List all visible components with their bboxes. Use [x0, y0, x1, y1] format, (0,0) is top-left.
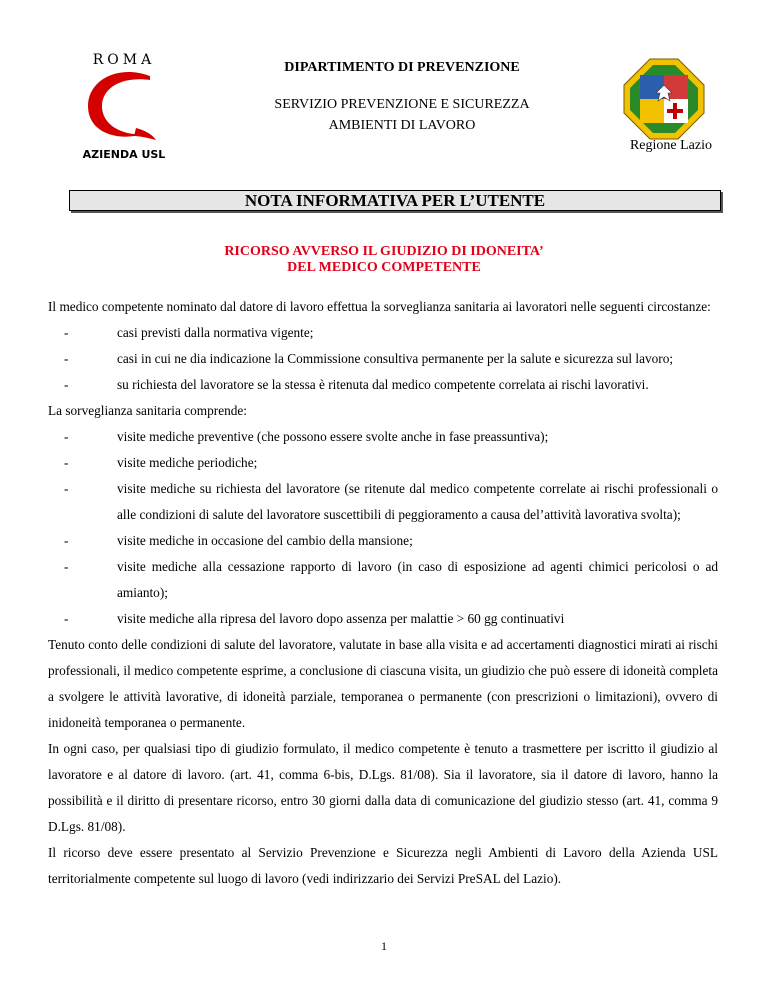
- service-name: [232, 94, 572, 136]
- logo-top-text: ROMA: [92, 52, 156, 68]
- list-item: [48, 372, 718, 398]
- logo-c-tail: [134, 128, 156, 140]
- list-dash: -: [64, 377, 69, 392]
- surveillance-intro: La sorveglianza sanitaria comprende:: [48, 403, 247, 418]
- department-name: DIPARTIMENTO DI PREVENZIONE: [284, 60, 520, 75]
- section-heading: [120, 244, 648, 276]
- list-item: [48, 346, 718, 372]
- list-item-text: visite mediche su richiesta del lavoratore (se ritenute dal medico competente correlate ai rischi professionali o alle condizioni di salute del lavoratore suscettibili di peggioramento a causa del’attività lavorativa svolta);: [117, 481, 718, 522]
- paragraph-appeal-submission: Il ricorso deve essere presentato al Servizio Prevenzione e Sicurezza negli Ambienti di Lavoro della Azienda USL territorialmente competente sul luogo di lavoro (vedi indirizzario dei Servizi PreSAL del Lazio).: [48, 845, 718, 886]
- logo-c-swoosh-inner: [114, 86, 140, 124]
- visits-list: [48, 424, 718, 632]
- list-item: [48, 476, 718, 528]
- list-dash: -: [64, 455, 69, 470]
- list-item: [48, 320, 718, 346]
- heading-line-1: RICORSO AVVERSO IL GIUDIZIO DI IDONEITA’: [224, 244, 544, 259]
- heading-line-2: DEL MEDICO COMPETENTE: [287, 260, 481, 275]
- list-item-text: visite mediche periodiche;: [117, 455, 258, 470]
- body-content: [48, 294, 718, 892]
- intro-paragraph: Il medico competente nominato dal datore di lavoro effettua la sorveglianza sanitaria ai lavoratori nelle seguenti circostanze:: [48, 299, 711, 314]
- crest-quadrant-bl: [640, 99, 664, 123]
- list-dash: -: [64, 611, 69, 626]
- list-item-text: casi in cui ne dia indicazione la Commissione consultiva permanente per la salute e sicurezza sul lavoro;: [117, 351, 674, 366]
- list-item-text: visite mediche alla cessazione rapporto di lavoro (in caso di esposizione ad agenti chimici pericolosi o ad amianto);: [117, 559, 718, 600]
- list-dash: -: [64, 533, 69, 548]
- page-number: 1: [381, 939, 387, 953]
- region-label: Regione Lazio: [629, 138, 712, 153]
- logo-bottom-text: AZIENDA USL: [82, 148, 166, 161]
- page-title: NOTA INFORMATIVA PER L’UTENTE: [69, 190, 721, 211]
- paragraph-judgement: Tenuto conto delle condizioni di salute del lavoratore, valutate in base alla visita e ad accertamenti diagnostici mirati ai rischi professionali, il medico competente esprime, a conclusione di ciascuna visita, un giudizio che può essere di idoneità completa a svolgere le attività lavorative, di idoneità parziale, temporanea o permanente (con prescrizioni o limitazioni), ovvero di inidoneità temporanea o permanente.: [48, 637, 718, 730]
- list-item-text: casi previsti dalla normativa vigente;: [117, 325, 314, 340]
- list-item-text: visite mediche in occasione del cambio della mansione;: [117, 533, 413, 548]
- service-line-1: SERVIZIO PREVENZIONE E SICUREZZA: [274, 97, 530, 112]
- regione-lazio-crest: [622, 57, 706, 141]
- list-dash: -: [64, 559, 69, 574]
- cases-list: [48, 320, 718, 398]
- list-dash: -: [64, 325, 69, 340]
- paragraph-appeal-rights: In ogni caso, per qualsiasi tipo di giudizio formulato, il medico competente è tenuto a trasmettere per iscritto il giudizio al lavoratore e al datore di lavoro. (art. 41, comma 6-bis, D.Lgs. 81/08). Sia il lavoratore, sia il datore di lavoro, hanno la possibilità e il diritto di presentare ricorso, entro 30 giorni dalla data di comunicazione del giudizio stesso (art. 41, comma 9 D.Lgs. 81/08).: [48, 741, 718, 834]
- list-dash: -: [64, 429, 69, 444]
- list-item-text: visite mediche preventive (che possono essere svolte anche in fase preassuntiva);: [117, 429, 549, 444]
- list-dash: -: [64, 351, 69, 366]
- list-item: [48, 424, 718, 450]
- list-dash: -: [64, 481, 69, 496]
- list-item: [48, 528, 718, 554]
- list-item: [48, 554, 718, 606]
- list-item: [48, 450, 718, 476]
- list-item-text: su richiesta del lavoratore se la stessa è ritenuta dal medico competente correlata ai rischi lavorativi.: [117, 377, 649, 392]
- asl-roma-c-logo: [78, 50, 170, 162]
- list-item: [48, 606, 718, 632]
- service-line-2: AMBIENTI DI LAVORO: [328, 118, 476, 133]
- list-item-text: visite mediche alla ripresa del lavoro dopo assenza per malattie > 60 gg continuativi: [117, 611, 565, 626]
